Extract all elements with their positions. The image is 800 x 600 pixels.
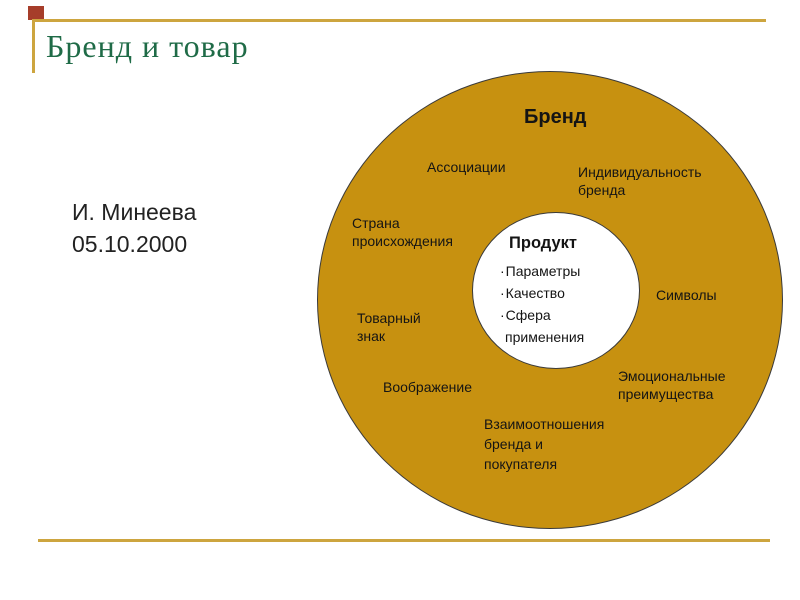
left-gold-line xyxy=(32,19,35,73)
bullet-dot: · xyxy=(500,285,505,301)
imagination-label: Воображение xyxy=(383,379,472,395)
bullet-dot: · xyxy=(500,263,505,279)
brand-customer-relationship-label: Взаимоотношения бренда и покупателя xyxy=(484,416,605,472)
bullet-dot: · xyxy=(500,307,505,323)
bullet-text: Сфера применения xyxy=(505,307,585,345)
author-name: И. Минеева xyxy=(72,199,197,225)
bullet-item xyxy=(500,304,602,348)
top-gold-line xyxy=(32,19,766,22)
emotional-benefits-label: Эмоциональные преимущества xyxy=(618,368,726,402)
bullet-item xyxy=(500,282,602,304)
red-square-accent xyxy=(28,6,44,20)
product-label: Продукт xyxy=(509,234,577,252)
bottom-gold-line xyxy=(38,539,770,542)
trademark-label: Товарный знак xyxy=(357,310,421,344)
symbols-label: Символы xyxy=(656,287,717,303)
product-bullet-list xyxy=(500,260,602,348)
author-date: 05.10.2000 xyxy=(72,231,188,257)
bullet-text: Параметры xyxy=(505,263,581,279)
brand-individuality-label: Индивидуальность бренда xyxy=(578,164,702,198)
author-block xyxy=(72,196,196,260)
associations-label: Ассоциации xyxy=(427,159,506,175)
bullet-text: Качество xyxy=(505,285,565,301)
country-of-origin-label: Страна происхождения xyxy=(352,215,453,249)
slide-title: Бренд и товар xyxy=(46,28,249,64)
bullet-item xyxy=(500,260,602,282)
brand-label: Бренд xyxy=(524,106,587,128)
